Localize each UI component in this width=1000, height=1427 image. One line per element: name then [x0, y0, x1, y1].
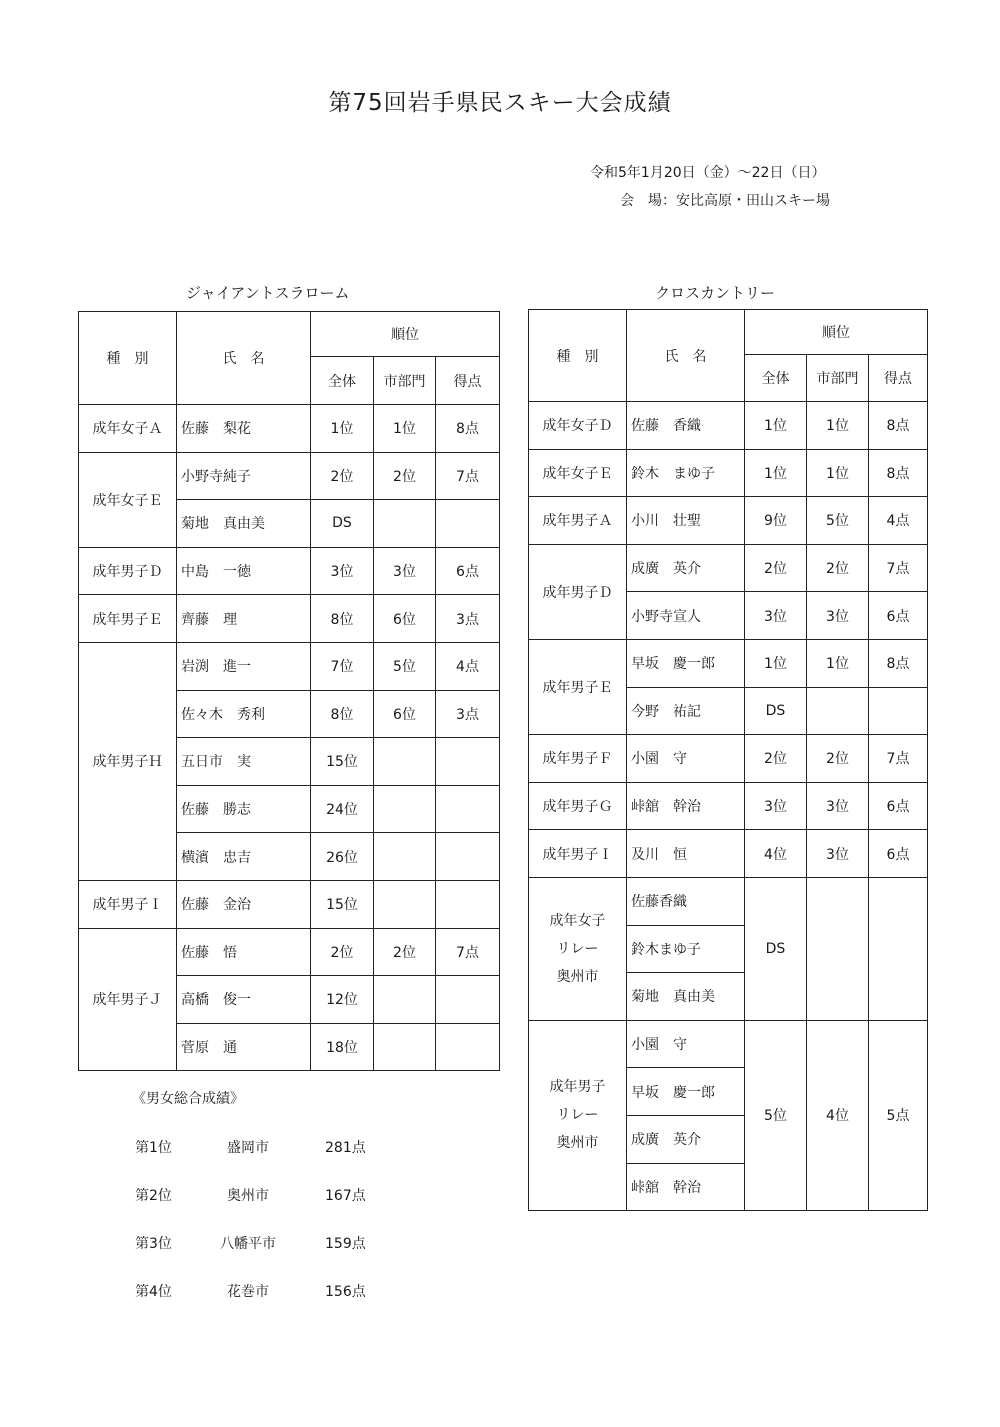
overall-rank-cell: 8位 [311, 595, 374, 643]
header-rank: 順位 [311, 312, 500, 357]
points-cell: 6点 [869, 830, 928, 878]
points-cell: 7点 [436, 928, 500, 976]
relay-row [529, 877, 928, 925]
relay-category-line: 奥州市 [556, 968, 599, 985]
header-rank: 順位 [745, 310, 928, 355]
points-cell [436, 500, 500, 548]
points-cell [436, 738, 500, 786]
overall-rank-cell: 3位 [745, 782, 807, 830]
city-rank-cell [807, 687, 869, 735]
points-cell [436, 785, 500, 833]
overall-city: 花巻市 [227, 1284, 269, 1300]
overall-rank-cell: 9位 [745, 497, 807, 545]
points-cell: 3点 [436, 595, 500, 643]
table-row [529, 782, 928, 830]
overall-rank-cell: 24位 [311, 785, 374, 833]
relay-row [529, 1020, 928, 1068]
category-cell: 成年男子Ｅ [79, 595, 177, 643]
name-cell: 小川 壮聖 [627, 497, 745, 545]
category-cell: 成年男子Ｇ [529, 782, 627, 830]
name-cell: 横濱 忠吉 [177, 833, 311, 881]
relay-overall-rank-cell: 5位 [745, 1020, 807, 1210]
overall-rank-cell: 4位 [745, 830, 807, 878]
relay-points-cell [869, 877, 928, 1020]
city-rank-cell: 1位 [374, 405, 436, 453]
name-cell: 佐藤 梨花 [177, 405, 311, 453]
city-rank-cell [374, 785, 436, 833]
table-row [529, 735, 928, 783]
city-rank-cell [374, 880, 436, 928]
header-city-division: 市部門 [807, 355, 869, 402]
table-row [529, 402, 928, 450]
points-cell: 4点 [869, 497, 928, 545]
points-cell [869, 687, 928, 735]
relay-member-cell: 鈴木まゆ子 [627, 925, 745, 973]
name-cell: 岩渕 進一 [177, 642, 311, 690]
category-cell: 成年男子Ｆ [529, 735, 627, 783]
relay-city-rank-cell [807, 877, 869, 1020]
overall-rank-cell: DS [745, 687, 807, 735]
relay-category-line: リレー [556, 1107, 599, 1124]
relay-category-line: 成年女子 [549, 912, 606, 929]
overall-points: 156点 [325, 1284, 366, 1300]
city-rank-cell [374, 976, 436, 1024]
name-cell: 菊地 真由美 [177, 500, 311, 548]
giant-slalom-title: ジャイアントスラローム [186, 284, 350, 302]
city-rank-cell: 6位 [374, 595, 436, 643]
name-cell: 成廣 英介 [627, 544, 745, 592]
city-rank-cell [374, 500, 436, 548]
points-cell: 8点 [869, 402, 928, 450]
category-cell: 成年男子Ｈ [79, 642, 177, 880]
name-cell: 佐藤 香織 [627, 402, 745, 450]
table-row [529, 497, 928, 545]
city-rank-cell: 5位 [374, 642, 436, 690]
points-cell: 8点 [869, 449, 928, 497]
overall-rank: 第3位 [135, 1236, 172, 1252]
relay-member-cell: 成廣 英介 [627, 1115, 745, 1163]
name-cell: 鈴木 まゆ子 [627, 449, 745, 497]
relay-category-cell [529, 877, 627, 1020]
overall-rank-cell: DS [311, 500, 374, 548]
category-cell: 成年男子Ａ [529, 497, 627, 545]
category-cell: 成年男子Ｉ [79, 880, 177, 928]
category-cell: 成年女子Ｅ [529, 449, 627, 497]
table-row [79, 547, 500, 595]
table-row [529, 830, 928, 878]
city-rank-cell [374, 1023, 436, 1071]
overall-rank-cell: 18位 [311, 1023, 374, 1071]
relay-member-cell: 佐藤香織 [627, 877, 745, 925]
city-rank-cell: 2位 [374, 452, 436, 500]
overall-city: 奥州市 [227, 1188, 269, 1204]
overall-rank-cell: 2位 [311, 928, 374, 976]
city-rank-cell: 1位 [807, 449, 869, 497]
overall-rank-cell: 15位 [311, 880, 374, 928]
overall-rank-cell: 12位 [311, 976, 374, 1024]
name-cell: 佐藤 悟 [177, 928, 311, 976]
points-cell [436, 1023, 500, 1071]
overall-points: 159点 [325, 1236, 366, 1252]
relay-category-line: リレー [556, 940, 599, 957]
category-cell: 成年女子Ａ [79, 405, 177, 453]
relay-category-line: 成年男子 [549, 1079, 606, 1096]
points-cell: 3点 [436, 690, 500, 738]
name-cell: 小野寺宣人 [627, 592, 745, 640]
overall-rank-cell: 3位 [745, 592, 807, 640]
name-cell: 佐々木 秀利 [177, 690, 311, 738]
overall-rank-cell: 1位 [745, 449, 807, 497]
city-rank-cell: 1位 [807, 639, 869, 687]
cross-country-title: クロスカントリー [655, 284, 776, 302]
header-category: 種 別 [529, 310, 627, 402]
relay-points-cell: 5点 [869, 1020, 928, 1210]
header-name: 氏 名 [627, 310, 745, 402]
points-cell: 8点 [436, 405, 500, 453]
overall-rank-cell: 26位 [311, 833, 374, 881]
cross-country-table [528, 309, 928, 1211]
overall-rank-cell: 2位 [745, 735, 807, 783]
header-points: 得点 [869, 355, 928, 402]
category-cell: 成年男子Ｄ [529, 544, 627, 639]
points-cell: 8点 [869, 639, 928, 687]
points-cell: 6点 [869, 782, 928, 830]
name-cell: 早坂 慶一郎 [627, 639, 745, 687]
relay-category-cell [529, 1020, 627, 1210]
overall-rank-cell: 1位 [311, 405, 374, 453]
header-overall: 全体 [745, 355, 807, 402]
overall-rank-cell: 15位 [311, 738, 374, 786]
name-cell: 五日市 実 [177, 738, 311, 786]
header-points: 得点 [436, 357, 500, 405]
header-category: 種 別 [79, 312, 177, 405]
overall-points: 167点 [325, 1188, 366, 1204]
points-cell: 6点 [869, 592, 928, 640]
overall-results-heading: 《男女総合成績》 [132, 1091, 244, 1107]
category-cell: 成年女子Ｅ [79, 452, 177, 547]
table-row [79, 405, 500, 453]
category-cell: 成年男子Ｅ [529, 639, 627, 734]
points-cell: 7点 [436, 452, 500, 500]
name-cell: 小野寺純子 [177, 452, 311, 500]
table-row [529, 449, 928, 497]
name-cell: 佐藤 勝志 [177, 785, 311, 833]
relay-city-rank-cell: 4位 [807, 1020, 869, 1210]
table-row [529, 544, 928, 592]
relay-overall-rank-cell: DS [745, 877, 807, 1020]
overall-rank: 第4位 [135, 1284, 172, 1300]
header-name: 氏 名 [177, 312, 311, 405]
points-cell [436, 833, 500, 881]
table-row [529, 639, 928, 687]
table-row [79, 928, 500, 976]
giant-slalom-table [78, 311, 500, 1071]
points-cell: 7点 [869, 544, 928, 592]
header-overall: 全体 [311, 357, 374, 405]
relay-member-cell: 菊地 真由美 [627, 973, 745, 1021]
city-rank-cell: 3位 [807, 830, 869, 878]
city-rank-cell: 2位 [807, 735, 869, 783]
name-cell: 小園 守 [627, 735, 745, 783]
city-rank-cell: 6位 [374, 690, 436, 738]
table-row [79, 452, 500, 500]
city-rank-cell: 3位 [807, 782, 869, 830]
name-cell: 菅原 通 [177, 1023, 311, 1071]
name-cell: 峠舘 幹治 [627, 782, 745, 830]
relay-member-cell: 小園 守 [627, 1020, 745, 1068]
points-cell: 6点 [436, 547, 500, 595]
overall-rank: 第1位 [135, 1140, 172, 1156]
category-cell: 成年男子Ｄ [79, 547, 177, 595]
city-rank-cell [374, 833, 436, 881]
table-row [79, 642, 500, 690]
city-rank-cell: 3位 [374, 547, 436, 595]
category-cell: 成年男子Ｊ [79, 928, 177, 1071]
relay-member-cell: 峠舘 幹治 [627, 1163, 745, 1211]
city-rank-cell: 2位 [374, 928, 436, 976]
event-venue: 会 場：安比高原・田山スキー場 [620, 193, 830, 209]
table-row [79, 880, 500, 928]
city-rank-cell: 3位 [807, 592, 869, 640]
overall-city: 八幡平市 [220, 1236, 276, 1252]
overall-rank-cell: 2位 [745, 544, 807, 592]
overall-city: 盛岡市 [227, 1140, 269, 1156]
name-cell: 佐藤 金治 [177, 880, 311, 928]
overall-rank: 第2位 [135, 1188, 172, 1204]
city-rank-cell: 2位 [807, 544, 869, 592]
city-rank-cell: 5位 [807, 497, 869, 545]
name-cell: 齊藤 理 [177, 595, 311, 643]
overall-rank-cell: 2位 [311, 452, 374, 500]
overall-rank-cell: 1位 [745, 402, 807, 450]
city-rank-cell: 1位 [807, 402, 869, 450]
overall-rank-cell: 1位 [745, 639, 807, 687]
page-title: 第75回岩手県民スキー大会成績 [328, 90, 672, 116]
category-cell: 成年女子Ｄ [529, 402, 627, 450]
points-cell: 7点 [869, 735, 928, 783]
overall-rank-cell: 3位 [311, 547, 374, 595]
header-city-division: 市部門 [374, 357, 436, 405]
overall-rank-cell: 8位 [311, 690, 374, 738]
name-cell: 高橋 俊一 [177, 976, 311, 1024]
relay-member-cell: 早坂 慶一郎 [627, 1068, 745, 1116]
name-cell: 今野 祐記 [627, 687, 745, 735]
city-rank-cell [374, 738, 436, 786]
table-row [79, 595, 500, 643]
name-cell: 中島 一徳 [177, 547, 311, 595]
name-cell: 及川 恒 [627, 830, 745, 878]
points-cell [436, 976, 500, 1024]
relay-category-line: 奥州市 [556, 1135, 599, 1152]
event-date: 令和5年1月20日（金）～22日（日） [590, 165, 826, 181]
overall-rank-cell: 7位 [311, 642, 374, 690]
points-cell [436, 880, 500, 928]
category-cell: 成年男子Ｉ [529, 830, 627, 878]
overall-points: 281点 [325, 1140, 366, 1156]
points-cell: 4点 [436, 642, 500, 690]
